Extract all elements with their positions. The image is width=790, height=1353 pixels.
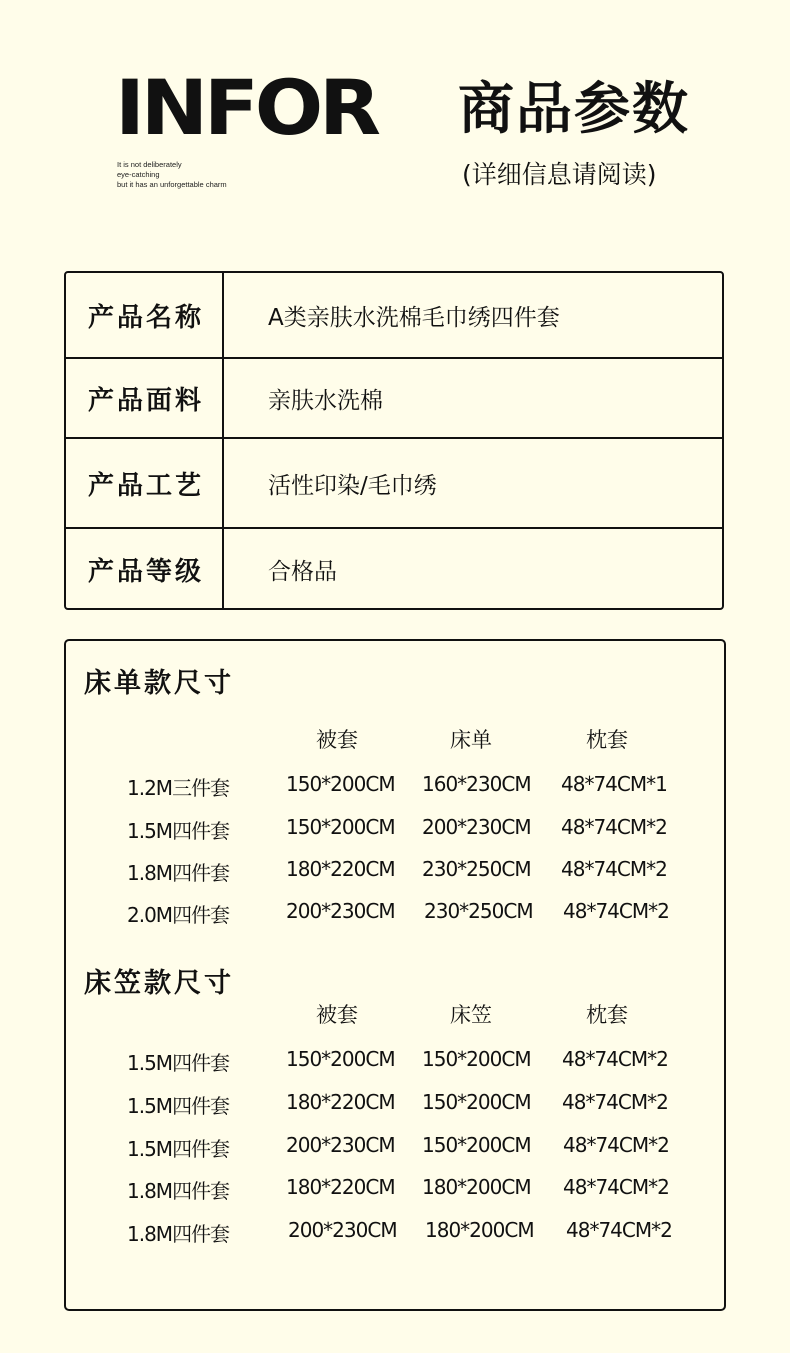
- duvet-cell: 200*230CM: [286, 899, 395, 923]
- pillow-cell: 48*74CM*2: [562, 1047, 668, 1071]
- fitted-cell: 180*200CM: [422, 1175, 531, 1199]
- size-cell: 1.2M三件套: [127, 776, 230, 800]
- tagline-line: but it has an unforgettable charm: [117, 180, 227, 189]
- column-header: 枕套: [586, 1003, 628, 1027]
- duvet-cell: 200*230CM: [288, 1218, 397, 1242]
- fitted-cell: 150*200CM: [422, 1090, 531, 1114]
- sheet-cell: 200*230CM: [422, 815, 531, 839]
- info-row-fabric: [66, 359, 722, 437]
- fitted-cell: 150*200CM: [422, 1133, 531, 1157]
- pillow-cell: 48*74CM*2: [561, 857, 667, 881]
- size-cell: 1.5M四件套: [127, 1094, 230, 1118]
- column-header: 床单: [450, 728, 492, 752]
- pillow-cell: 48*74CM*2: [563, 899, 669, 923]
- info-key: 产品名称: [88, 302, 205, 333]
- tagline-line: It is not deliberately: [117, 160, 182, 169]
- duvet-cell: 180*220CM: [286, 1090, 395, 1114]
- sheet-cell: 230*250CM: [424, 899, 533, 923]
- info-value: 合格品: [268, 559, 337, 585]
- brand-logo: INFOR: [115, 63, 377, 152]
- page-title: 商品参数: [458, 77, 690, 142]
- info-key: 产品工艺: [88, 470, 205, 501]
- brand-tagline: [117, 160, 227, 190]
- tagline-line: eye-catching: [117, 170, 160, 179]
- column-header: 床笠: [450, 1003, 492, 1027]
- info-row-name: [66, 273, 722, 357]
- info-row-grade: [66, 529, 722, 610]
- pillow-cell: 48*74CM*2: [563, 1133, 669, 1157]
- product-info-table: [64, 271, 724, 610]
- fitted-sheet-title: 床笠款尺寸: [84, 968, 234, 999]
- duvet-cell: 180*220CM: [286, 1175, 395, 1199]
- info-row-craft: [66, 439, 722, 527]
- sheet-cell: 230*250CM: [422, 857, 531, 881]
- page-subtitle: (详细信息请阅读): [462, 160, 657, 189]
- size-cell: 1.8M四件套: [127, 1179, 230, 1203]
- fitted-cell: 150*200CM: [422, 1047, 531, 1071]
- info-value: 活性印染/毛巾绣: [268, 472, 437, 499]
- pillow-cell: 48*74CM*1: [561, 772, 667, 796]
- duvet-cell: 180*220CM: [286, 857, 395, 881]
- pillow-cell: 48*74CM*2: [562, 1090, 668, 1114]
- pillow-cell: 48*74CM*2: [563, 1175, 669, 1199]
- column-header: 枕套: [586, 728, 628, 752]
- size-cell: 2.0M四件套: [127, 903, 230, 927]
- info-key: 产品等级: [88, 557, 205, 587]
- info-value: A类亲肤水洗棉毛巾绣四件套: [268, 304, 560, 331]
- duvet-cell: 150*200CM: [286, 772, 395, 796]
- sheet-cell: 160*230CM: [422, 772, 531, 796]
- size-chart-box: [64, 639, 726, 1311]
- size-cell: 1.5M四件套: [127, 1051, 230, 1075]
- size-cell: 1.8M四件套: [127, 861, 230, 885]
- duvet-cell: 200*230CM: [286, 1133, 395, 1157]
- duvet-cell: 150*200CM: [286, 1047, 395, 1071]
- flat-sheet-title: 床单款尺寸: [84, 668, 234, 699]
- info-key: 产品面料: [88, 385, 205, 416]
- info-value: 亲肤水洗棉: [268, 387, 383, 414]
- column-header: 被套: [316, 728, 358, 752]
- column-header: 被套: [316, 1003, 358, 1027]
- fitted-cell: 180*200CM: [425, 1218, 534, 1242]
- duvet-cell: 150*200CM: [286, 815, 395, 839]
- size-cell: 1.5M四件套: [127, 1137, 230, 1161]
- size-cell: 1.5M四件套: [127, 819, 230, 843]
- pillow-cell: 48*74CM*2: [566, 1218, 672, 1242]
- size-cell: 1.8M四件套: [127, 1222, 230, 1246]
- pillow-cell: 48*74CM*2: [561, 815, 667, 839]
